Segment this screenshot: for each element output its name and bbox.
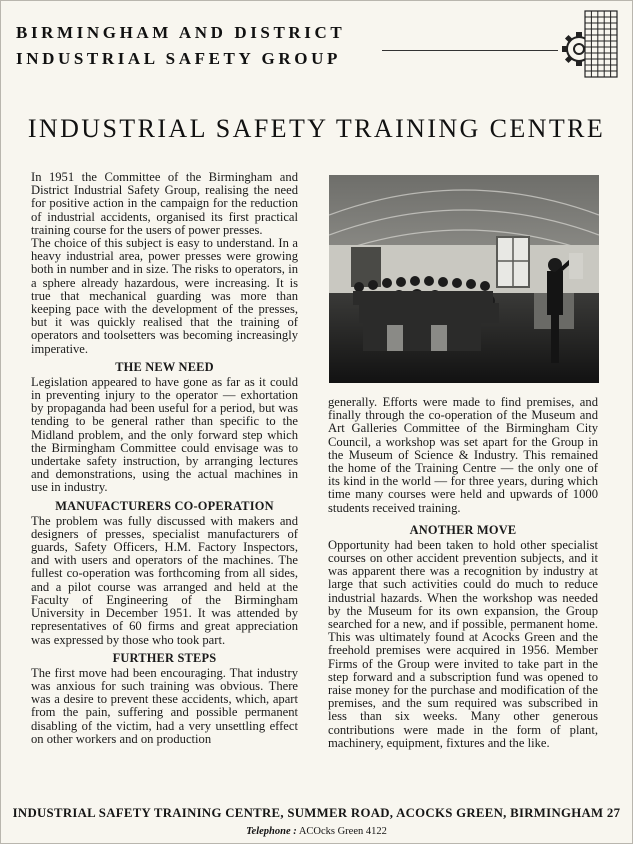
footer-address: INDUSTRIAL SAFETY TRAINING CENTRE, SUMMER ROAD, ACOCKS GREEN, BIRMINGHAM 27 [12,806,621,820]
further-steps-paragraph: The first move had been encouraging. That industry was anxious for such training was obvious. There was a desire to prevent these accidents, which, apart from the pain, suffering and possible permanent disabling of the victim, had a very unsettling effect on other workers and on production [31,665,298,746]
intro-paragraph-1: In 1951 the Committee of the Birmingham and District Industrial Safety Group, realising the need for positive action in the campaign for the reduction of industrial accidents, organised its first practical training course for the users of power presses. [31,170,298,237]
intro-paragraph-2: The choice of this subject is easy to understand. In a heavy industrial area, power presses were growing both in number and in size. The risks to operators, in a sphere already hazardous, were increasing. It is true that mechanical guarding was more than keeping pace with the development of the presses, but it was quickly realised that the training of operators and toolsetters was becoming increasingly imperative. [31,236,298,356]
manufacturers-paragraph: The problem was fully discussed with makers and designers of presses, specialist manufacturers of guards, Safety Officers, H.M. Factory Inspectors, and with users and operators of the machines. The fullest co-operation was forthcoming from all sides, and a pilot course was arranged and held at the Faculty of Engineering of the Birmingham University in December 1951. It was attended by representatives of 60 firms and great appreciation was expressed by those who took part. [31,513,298,647]
header-rule [382,50,558,51]
heading-further-steps: FURTHER STEPS [112,650,217,665]
heading-another-move: ANOTHER MOVE [409,522,517,537]
heading-manufacturers-co-operation: MANUFACTURERS CO-OPERATION [55,498,274,513]
org-line-1: BIRMINGHAM AND DISTRICT [16,23,346,42]
lecture-hall-photo [329,175,599,383]
org-line-2: INDUSTRIAL SAFETY GROUP [16,49,341,68]
another-move-paragraph: Opportunity had been taken to hold other specialist courses on other accident prevention subjects, and it was apparent there was a recognition by industry at large that such activities could do much to reduce industrial hazards. When the workshop was needed by the Museum for its own expansion, the Group searched for a new, and if possible, permanent home. This was ultimately found at Acocks Green and the freehold premises were acquired in 1956. Member Firms of the Group were invited to take part in the step forward and a subscription fund was opened to raise money for the purchase and modification of the premises, and the sum required was subscribed in less than six weeks. Many other generous contributions were made in the form of plant, machinery, equipment, fixtures and the like. [328,537,598,750]
new-need-paragraph: Legislation appeared to have gone as far as it could in preventing injury to the operator — exhortation by propaganda had been useful for a period, but was tending to be general rather than specific to the Midland problem, and the only forward step which the Birmingham Committee could envisage was to undertake safety instruction, by arranging lectures and demonstrations, using the actual machines in use in industry. [31,374,298,495]
footer-telephone [0,826,633,837]
safety-group-logo [561,9,619,79]
left-column [31,171,298,746]
telephone-number: ACOcks Green 4122 [298,826,387,837]
page-title: INDUSTRIAL SAFETY TRAINING CENTRE [27,114,606,143]
heading-the-new-need: THE NEW NEED [115,359,214,374]
telephone-label: Telephone : [246,826,297,837]
continued-paragraph: generally. Efforts were made to find premises, and finally through the co-operation of the Museum and Art Galleries Committee of the Birmingham City Council, a workshop was set apart for the Group in the Museum of Science & Industry. This remained the home of the Training Centre — the only one of its kind in the world — for three years, during which time many courses were held and upwards of 1000 students received training. [328,395,598,515]
lecture-hall-image [329,175,599,383]
right-column [328,396,598,750]
organisation-name [16,20,345,72]
